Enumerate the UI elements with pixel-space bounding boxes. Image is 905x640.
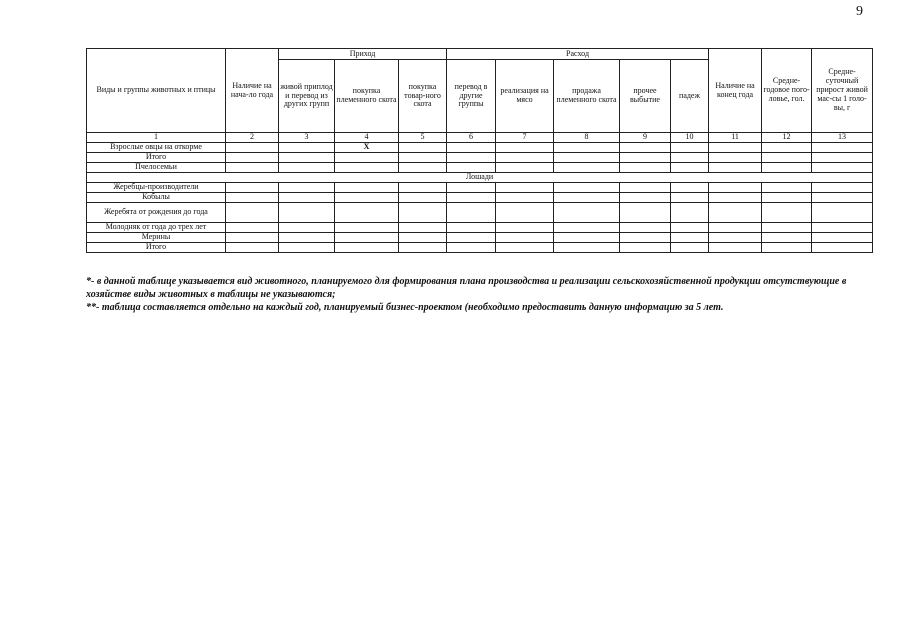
column-number: 11 bbox=[709, 133, 762, 143]
table-row bbox=[87, 193, 873, 203]
row-label: Мерины bbox=[87, 233, 226, 243]
footnotes bbox=[86, 276, 886, 314]
column-number: 10 bbox=[671, 133, 709, 143]
header-income-breeding-purchase: покупка племенного скота bbox=[335, 60, 399, 133]
column-number: 5 bbox=[399, 133, 447, 143]
header-expense-other: прочее выбытие bbox=[620, 60, 671, 133]
table-row bbox=[87, 183, 873, 193]
header-income-commercial-purchase: покупка товар-ного скота bbox=[399, 60, 447, 133]
table-row bbox=[87, 243, 873, 253]
row-label: Жеребцы-производители bbox=[87, 183, 226, 193]
header-end-count: Наличие на конец года bbox=[709, 49, 762, 133]
row-label: Итого bbox=[87, 243, 226, 253]
header-expense-group: Расход bbox=[447, 49, 709, 60]
section-row bbox=[87, 173, 873, 183]
livestock-movement-table bbox=[86, 48, 873, 253]
footnote: *- в данной таблице указывается вид животного, планируемого для формирования плана производства и реализации сельскохозяйственной продукции отсутствующие в хозяйстве виды животных в таблицы не указываются; bbox=[86, 276, 847, 300]
header-expense-meat-sale: реализация на мясо bbox=[496, 60, 554, 133]
row-label: Пчелосемьи bbox=[87, 163, 226, 173]
footnote: **- таблица составляется отдельно на каждый год, планируемый бизнес-проектом (необходимо предоставить данную информацию за 5 лет. bbox=[86, 301, 724, 313]
section-title: Лошади bbox=[87, 173, 873, 183]
header-income-group: Приход bbox=[279, 49, 447, 60]
column-number: 6 bbox=[447, 133, 496, 143]
table-row bbox=[87, 223, 873, 233]
header-start-count: Наличие на нача-ло года bbox=[226, 49, 279, 133]
cell-mark: Х bbox=[335, 143, 399, 153]
row-label: Взрослые овцы на откорме bbox=[87, 143, 226, 153]
header-species: Виды и группы животных и птицы bbox=[87, 49, 226, 133]
table-row bbox=[87, 143, 873, 153]
row-label: Жеребята от рождения до года bbox=[87, 203, 226, 223]
column-number: 1 bbox=[87, 133, 226, 143]
column-number: 2 bbox=[226, 133, 279, 143]
table-row bbox=[87, 203, 873, 223]
table-row bbox=[87, 163, 873, 173]
header-group-row bbox=[87, 49, 873, 60]
table-row bbox=[87, 153, 873, 163]
header-avg-daily-gain: Средне-суточный прирост живой мас-сы 1 голо-вы, г bbox=[812, 49, 873, 133]
table-row bbox=[87, 233, 873, 243]
column-number: 7 bbox=[496, 133, 554, 143]
row-label: Молодняк от года до трех лет bbox=[87, 223, 226, 233]
column-number: 8 bbox=[554, 133, 620, 143]
header-income-offspring: живой приплод и перевод из других групп bbox=[279, 60, 335, 133]
column-number: 3 bbox=[279, 133, 335, 143]
column-number-row bbox=[87, 133, 873, 143]
header-expense-breeding-sale: продажа племенного скота bbox=[554, 60, 620, 133]
row-label: Кобылы bbox=[87, 193, 226, 203]
page-number: 9 bbox=[856, 4, 863, 19]
column-number: 13 bbox=[812, 133, 873, 143]
header-avg-annual: Средне-годовое пого-ловье, гол. bbox=[762, 49, 812, 133]
column-number: 4 bbox=[335, 133, 399, 143]
column-number: 12 bbox=[762, 133, 812, 143]
header-expense-transfer: перевод в другие группы bbox=[447, 60, 496, 133]
header-expense-mortality: падеж bbox=[671, 60, 709, 133]
row-label: Итого bbox=[87, 153, 226, 163]
column-number: 9 bbox=[620, 133, 671, 143]
